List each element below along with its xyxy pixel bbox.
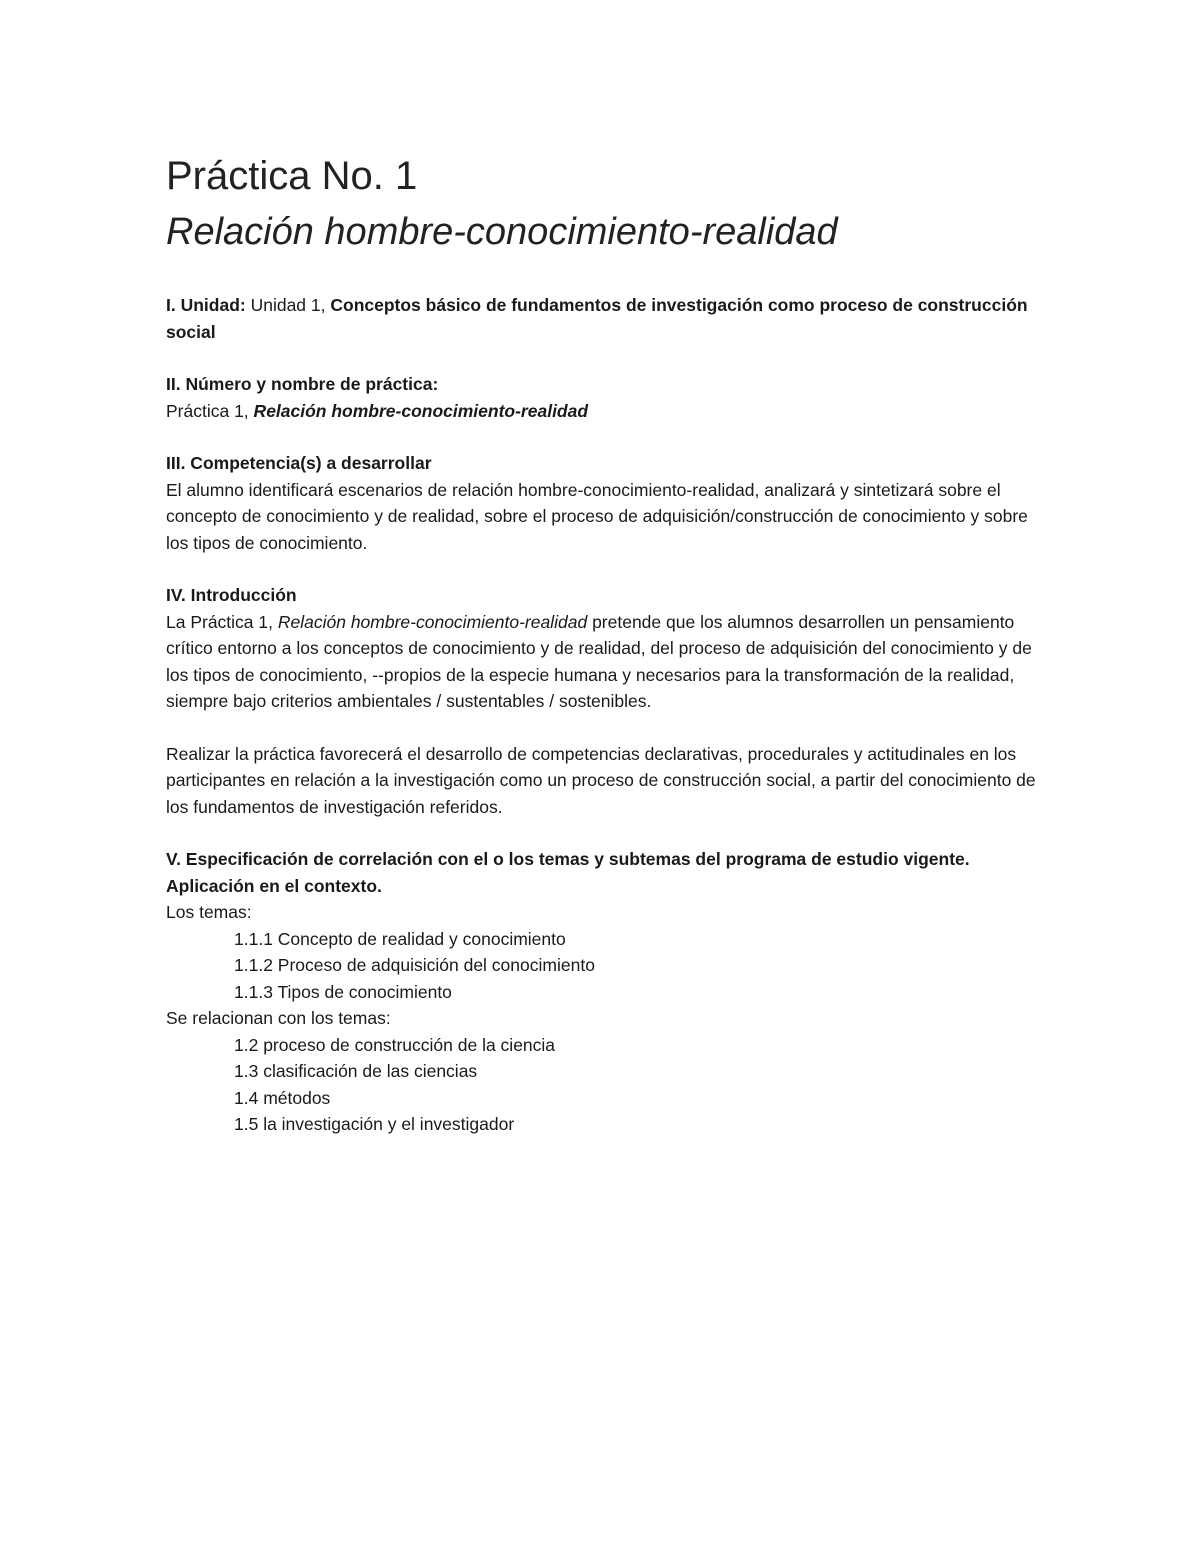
section-competencias-body: El alumno identificará escenarios de relación hombre-conocimiento-realidad, analizará y sintetizará sobre el concepto de conocimiento y de realidad, sobre el proceso de adquisición/construcción de conocimiento y sobre los tipos de conocimiento. xyxy=(166,479,1028,553)
section-unidad-text: Conceptos básico de fundamentos de investigación como proceso de construcción social xyxy=(166,295,1028,342)
section-numero xyxy=(166,371,1046,424)
section-competencias xyxy=(166,450,1046,556)
section-unidad-heading: I. Unidad: xyxy=(166,295,246,315)
topic-item: 1.1.3 Tipos de conocimiento xyxy=(234,981,452,1002)
section-unidad xyxy=(166,292,1046,345)
doc-subtitle: Relación hombre-conocimiento-realidad xyxy=(166,211,838,253)
section-especificacion-heading: V. Especificación de correlación con el o los temas y subtemas del programa de estudio vigente. Aplicación en el contexto. xyxy=(166,849,970,896)
section-introduccion xyxy=(166,582,1046,715)
section-unidad-unit: Unidad 1, xyxy=(245,295,326,315)
intro-p1-rest: pretende que los alumnos desarrollen un pensamiento crítico entorno a los conceptos de conocimiento y de realidad, del proceso de adquisición del conocimiento y de los tipos de conocimiento, --propios de la especie humana y necesarios para la transformación de la realidad, siempre bajo criterios ambientales / sustentables / sostenibles. xyxy=(166,611,1032,711)
section-introduccion-heading: IV. Introducción xyxy=(166,585,297,605)
section-competencias-heading: III. Competencia(s) a desarrollar xyxy=(166,453,432,473)
intro-paragraph-2: Realizar la práctica favorecerá el desarrollo de competencias declarativas, procedurales y actitudinales en los participantes en relación a la investigación como un proceso de construcción social, a partir del conocimiento de los fundamentos de investigación referidos. xyxy=(166,743,1036,817)
section-especificacion xyxy=(166,846,1046,899)
section-numero-heading: II. Número y nombre de práctica: xyxy=(166,374,439,394)
related-item: 1.3 clasificación de las ciencias xyxy=(234,1061,478,1081)
section-numero-italic: Relación hombre-conocimiento-realidad xyxy=(248,400,589,421)
related-item: 1.4 métodos xyxy=(234,1087,331,1108)
topic-item: 1.1.2 Proceso de adquisición del conocimiento xyxy=(234,955,595,975)
related-label: Se relacionan con los temas: xyxy=(166,1008,391,1028)
doc-title: Práctica No. 1 xyxy=(166,154,418,198)
document-page xyxy=(166,150,1046,1138)
section-numero-plain: Práctica 1, xyxy=(166,400,249,421)
topics-label: Los temas: xyxy=(166,902,252,922)
related-item: 1.5 la investigación y el investigador xyxy=(234,1114,515,1134)
intro-p1-start: La Práctica 1, xyxy=(166,611,273,632)
related-item: 1.2 proceso de construcción de la ciencia xyxy=(234,1034,556,1055)
topic-item: 1.1.1 Concepto de realidad y conocimiento xyxy=(234,928,566,949)
intro-p1-italic: Relación hombre-conocimiento-realidad xyxy=(273,611,588,632)
